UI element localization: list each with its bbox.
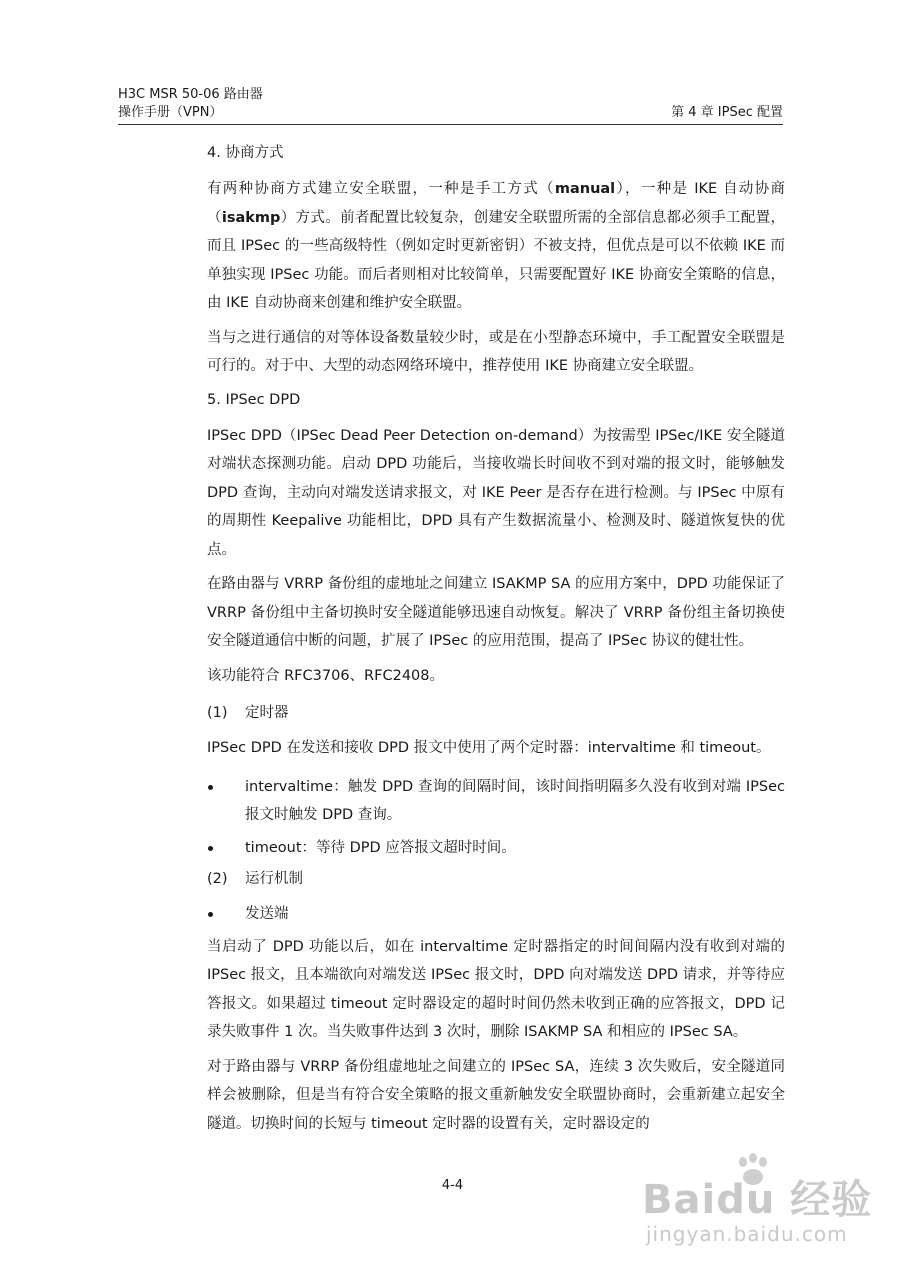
section-5-heading: 5. IPSec DPD bbox=[207, 391, 301, 408]
bullet-item-sender bbox=[207, 900, 785, 929]
bullet-item-intervaltime bbox=[207, 773, 785, 830]
keyword-isakmp: isakmp bbox=[221, 209, 281, 226]
item-number: (2) bbox=[207, 871, 228, 887]
bullet-item-timeout bbox=[207, 834, 785, 863]
bullet-text: 发送端 bbox=[245, 906, 289, 922]
section-5-paragraph-2: 在路由器与 VRRP 备份组的虚地址之间建立 ISAKMP SA 的应用方案中，DPD 功能保证了 VRRP 备份组中主备切换时安全隧道能够迅速自动恢复。解决了 VRRP 备份组主备切换使安全隧道通信中断的问题，扩展了 IPSec 的应用范围，提高了 IPSec 协议的健壮性。 bbox=[207, 576, 785, 649]
text-run: 有两种协商方式建立安全联盟，一种是手工方式（ bbox=[207, 181, 555, 197]
item-label: 定时器 bbox=[245, 705, 289, 721]
section-5-paragraph-4: IPSec DPD 在发送和接收 DPD 报文中使用了两个定时器：intervaltime 和 timeout。 bbox=[207, 740, 771, 756]
item-label: 运行机制 bbox=[245, 871, 303, 887]
bullet-icon bbox=[207, 900, 245, 929]
numbered-item-2 bbox=[207, 866, 785, 892]
keyword-manual: manual bbox=[554, 181, 616, 197]
baidu-jingyan-watermark bbox=[642, 1152, 892, 1272]
section-5-paragraph-6: 对于路由器与 VRRP 备份组虚地址之间建立的 IPSec SA，连续 3 次失败后，安全隧道同样会被删除，但是当有符合安全策略的报文重新触发安全联盟协商时，会重新建立起安全隧道。切换时间的长短与 timeout 定时器的设置有关，定时器设定的 bbox=[207, 1058, 785, 1132]
watermark-logo: Baidu 经验 bbox=[642, 1177, 873, 1223]
bullet-text: timeout：等待 DPD 应答报文超时时间。 bbox=[245, 839, 516, 856]
section-4-paragraph-2: 当与之进行通信的对等体设备数量较少时，或是在小型静态环境中，手工配置安全联盟是可行的。对于中、大型的动态网络环境中，推荐使用 IKE 协商建立安全联盟。 bbox=[207, 329, 785, 374]
header-manual: 操作手册（VPN） bbox=[118, 105, 223, 120]
section-5-paragraph-5: 当启动了 DPD 功能以后，如在 intervaltime 定时器指定的时间间隔内没有收到对端的 IPSec 报文，且本端欲向对端发送 IPSec 报文时，DPD 向对端发送 DPD 请求，并等待应答报文。如果超过 timeout 定时器设定的超时时间仍然未收到正确的应答报文，DPD 记录失败事件 1 次。当失败事件达到 3 次时，删除 ISAKMP SA 和相应的 IPSec SA。 bbox=[207, 938, 785, 1040]
bullet-icon bbox=[207, 834, 245, 863]
header-chapter: 第 4 章 IPSec 配置 bbox=[671, 105, 783, 120]
page-header bbox=[118, 86, 783, 122]
section-4-heading: 4. 协商方式 bbox=[207, 145, 284, 161]
header-divider bbox=[118, 124, 783, 125]
watermark-url: jingyan.baidu.com bbox=[646, 1222, 848, 1246]
header-product: H3C MSR 50-06 路由器 bbox=[118, 87, 263, 102]
page-body bbox=[207, 140, 785, 1144]
section-5-paragraph-3: 该功能符合 RFC3706、RFC2408。 bbox=[207, 667, 444, 684]
bullet-text: intervaltime：触发 DPD 查询的间隔时间，该时间指明隔多久没有收到对端 IPSec 报文时触发 DPD 查询。 bbox=[245, 778, 785, 823]
section-5-paragraph-1: IPSec DPD（IPSec Dead Peer Detection on-demand）为按需型 IPSec/IKE 安全隧道对端状态探测功能。启动 DPD 功能后，当接收端长时间收不到对端的报文时，能够触发 DPD 查询，主动向对端发送请求报文，对 IKE Peer 是否存在进行检测。与 IPSec 中原有的周期性 Keepalive 功能相比，DPD 具有产生数据流量小、检测及时、隧道恢复快的优点。 bbox=[207, 427, 785, 558]
text-run: ），一种是 IKE 自动协商（ bbox=[207, 181, 785, 226]
item-number: (1) bbox=[207, 705, 228, 721]
bullet-icon bbox=[207, 773, 245, 830]
section-4-paragraph-1 bbox=[207, 175, 785, 318]
text-run: ）方式。前者配置比较复杂，创建安全联盟所需的全部信息都必须手工配置，而且 IPSec 的一些高级特性（例如定时更新密钥）不被支持，但优点是可以不依赖 IKE 而单独实现 IPSec 功能。而后者则相对比较简单，只需要配置好 IKE 协商安全策略的信息，由 IKE 自动协商来创建和维护安全联盟。 bbox=[207, 209, 785, 311]
page-number: 4-4 bbox=[441, 1178, 464, 1193]
numbered-item-1 bbox=[207, 700, 785, 726]
